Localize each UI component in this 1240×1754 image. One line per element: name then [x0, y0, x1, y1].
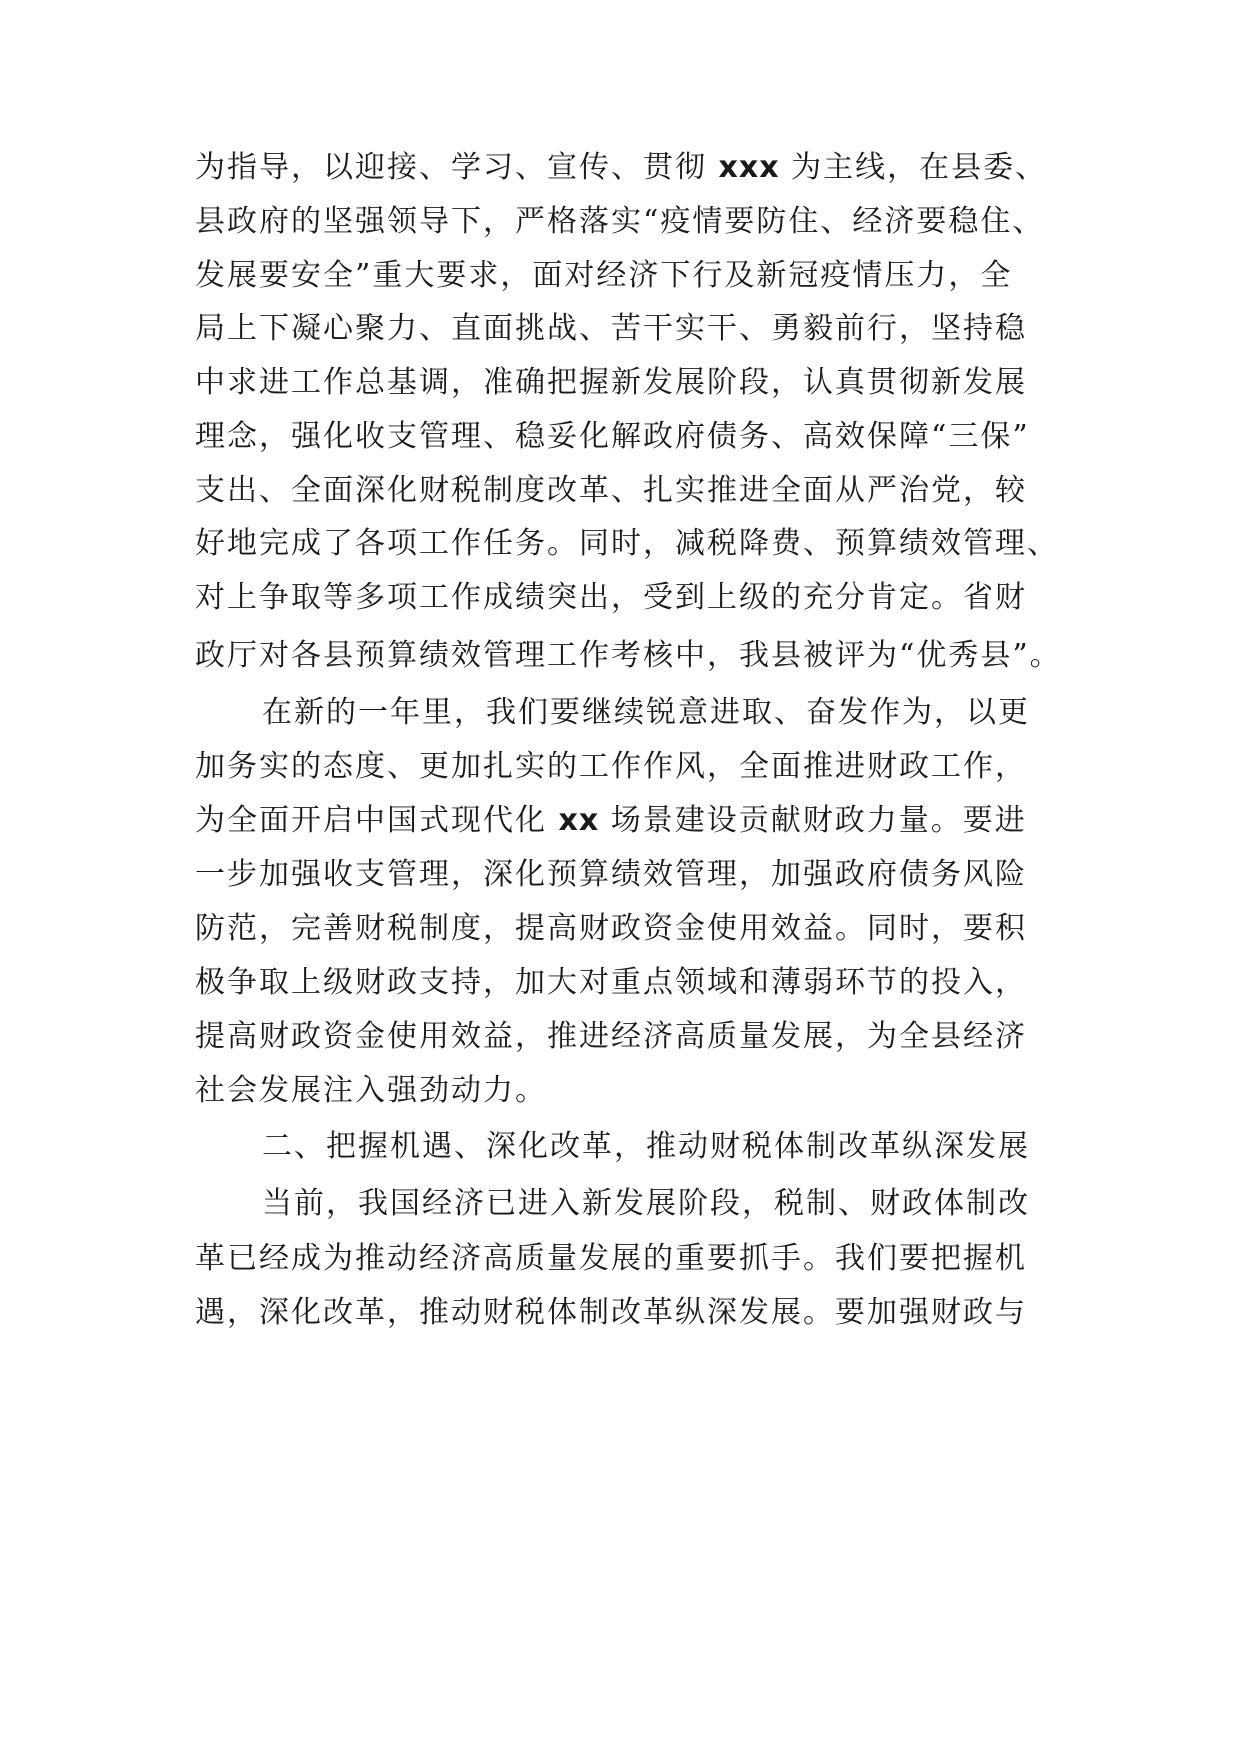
line-8-text: 好地完成了各项工作任务。同时，减税降费、预算绩效管理、: [195, 526, 1059, 561]
text-line-9: [195, 578, 1055, 618]
text-line-3: [195, 256, 1055, 296]
line-17-text: 提高财政资金使用效益，推进经济高质量发展，为全县经济: [195, 1019, 1027, 1054]
text-line-14: [195, 855, 1055, 895]
line-7-text: 支出、全面深化财税制度改革、扎实推进全面从严治党，较: [195, 473, 1027, 508]
line-3-text: 发展要安全”重大要求，面对经济下行及新冠疫情压力，全: [195, 258, 1013, 293]
text-line-18: [195, 1071, 1055, 1111]
line-1-part-2: 为主线，在县委、: [779, 150, 1048, 185]
line-5-text: 中求进工作总基调，准确把握新发展阶段，认真贯彻新发展: [195, 365, 1027, 400]
line-22-text: 遇，深化改革，推动财税体制改革纵深发展。要加强财政与: [195, 1295, 1027, 1330]
text-line-16: [195, 963, 1055, 1003]
line-2-text: 县政府的坚强领导下，严格落实“疫情要防住、经济要稳住、: [195, 204, 1045, 239]
text-line-21: [195, 1239, 1055, 1279]
line-10-text: 政厅对各县预算绩效管理工作考核中，我县被评为“优秀县”。: [195, 638, 1062, 673]
line-21-text: 革已经成为推动经济高质量发展的重要抓手。我们要把握机: [195, 1241, 1027, 1276]
line-9-text: 对上争取等多项工作成绩突出，受到上级的充分肯定。省财: [195, 580, 1027, 615]
text-line-13: [195, 801, 1055, 841]
text-line-2: [195, 202, 1055, 242]
text-line-12: [195, 747, 1055, 787]
line-15-text: 防范，完善财税制度，提高财政资金使用效益。同时，要积: [195, 911, 1027, 946]
text-line-5: [195, 363, 1055, 403]
text-line-8: [195, 524, 1059, 564]
line-13-part-1: 为全面开启中国式现代化: [195, 803, 559, 838]
section-heading-2: [262, 1127, 1055, 1167]
line-18-text: 社会发展注入强劲动力。: [195, 1073, 547, 1108]
text-line-7: [195, 471, 1055, 511]
line-11-text: 在新的一年里，我们要继续锐意进取、奋发作为，以更: [262, 695, 1030, 730]
line-4-text: 局上下凝心聚力、直面挑战、苦干实干、勇毅前行，坚持稳: [195, 311, 1027, 346]
line-13-placeholder-xx: xx: [558, 803, 600, 838]
text-line-4: [195, 309, 1055, 349]
section-heading-text: 二、把握机遇、深化改革，推动财税体制改革纵深发展: [262, 1129, 1030, 1164]
line-1-part-1: 为指导，以迎接、学习、宣传、贯彻: [195, 150, 719, 185]
line-12-text: 加务实的态度、更加扎实的工作作风，全面推进财政工作，: [195, 749, 1027, 784]
text-line-17: [195, 1017, 1055, 1057]
text-line-22: [195, 1293, 1055, 1333]
line-1-placeholder-xxx: xxx: [718, 150, 780, 185]
text-line-1: [195, 148, 1055, 188]
line-14-text: 一步加强收支管理，深化预算绩效管理，加强政府债务风险: [195, 857, 1027, 892]
line-16-text: 极争取上级财政支持，加大对重点领域和薄弱环节的投入，: [195, 965, 1027, 1000]
line-6-text: 理念，强化收支管理、稳妥化解政府债务、高效保障“三保”: [195, 419, 1030, 454]
text-line-6: [195, 417, 1055, 457]
line-13-part-2: 场景建设贡献财政力量。要进: [599, 803, 1027, 838]
text-line-20: [262, 1184, 1055, 1224]
text-line-10: [195, 636, 1062, 676]
text-line-11: [262, 693, 1055, 733]
line-20-text: 当前，我国经济已进入新发展阶段，税制、财政体制改: [262, 1186, 1030, 1221]
text-line-15: [195, 909, 1055, 949]
